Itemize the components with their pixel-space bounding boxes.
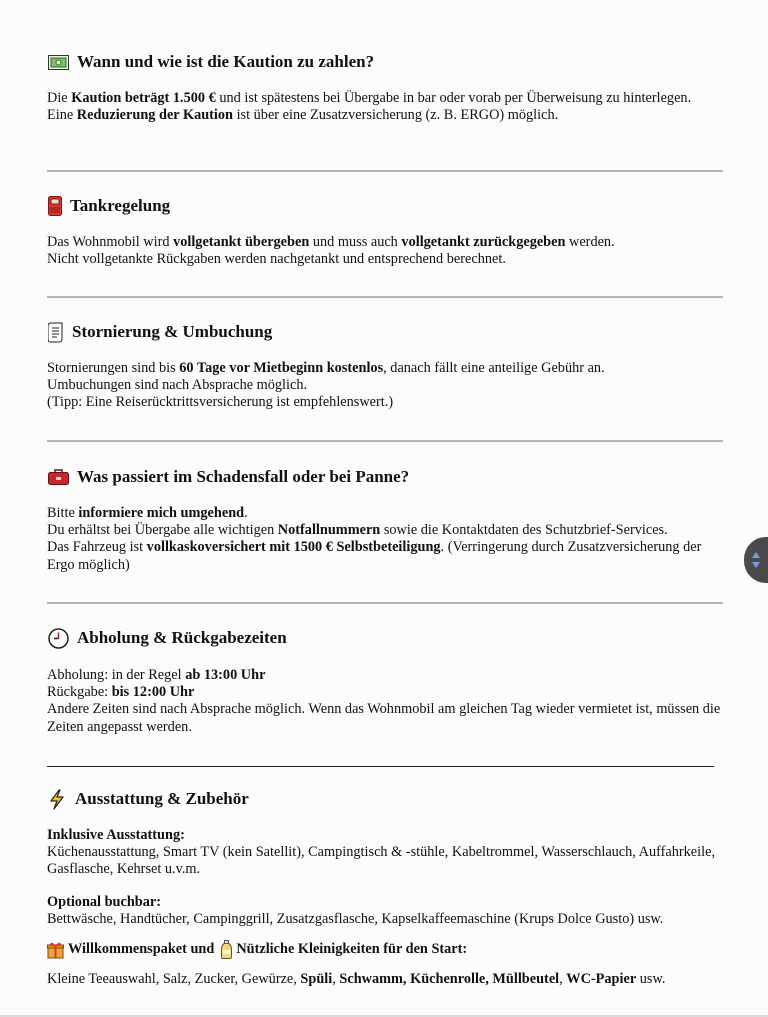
section-damage — [47, 466, 723, 574]
toolbox-icon — [47, 466, 69, 488]
damage-paragraph-1: Bitte informiere mich umgehend. — [47, 505, 248, 521]
bottle-icon — [221, 940, 232, 959]
scroll-icon — [47, 321, 64, 343]
fuel-paragraph-2: Nicht vollgetankte Rückgaben werden nachgetankt und entsprechend berechnet. — [47, 251, 506, 268]
deposit-paragraph-2: Eine Reduzierung der Kaution ist über eine Zusatzversicherung (z. B. ERGO) möglich. — [47, 107, 559, 124]
gift-icon — [47, 941, 64, 959]
welcome-kit-text: Kleine Teeauswahl, Salz, Zucker, Gewürze, Spüli, Schwamm, Küchenrolle, Müllbeutel, WC-Papier usw. — [47, 971, 666, 988]
divider — [47, 296, 723, 298]
money-icon — [47, 51, 69, 73]
included-text: Küchenausstattung, Smart TV (kein Satellit), Campingtisch & -stühle, Kabeltrommel, Wasserschlauch, Auffahrkeile, Gasflasche, Kehrset u.v.m. — [47, 844, 716, 878]
fuel-pump-icon — [47, 195, 62, 217]
cancel-paragraph-2: Umbuchungen sind nach Absprache möglich. — [47, 377, 308, 394]
cancel-paragraph-3: (Tipp: Eine Reiserücktrittsversicherung ist empfehlenswert.) — [47, 394, 394, 411]
divider — [47, 602, 723, 604]
divider — [47, 170, 723, 172]
damage-paragraph-3: Das Fahrzeug ist vollkaskoversichert mit 1500 € Selbstbeteiligung. (Verringerung durch Zusatzversicherung der Ergo möglich) — [47, 539, 702, 573]
section-fuel — [47, 195, 723, 268]
welcome-heading: Willkommenspaket und Nützliche Kleinigkeiten für den Start: — [47, 940, 723, 959]
section-title-times: Abholung & Rückgabezeiten — [47, 627, 723, 649]
deposit-paragraph-1: Die Kaution beträgt 1.500 € und ist spätestens bei Übergabe in bar oder vorab per Überweisung zu hinterlegen. — [47, 90, 692, 106]
included-label: Inklusive Ausstattung: — [47, 827, 185, 843]
section-title-fuel: Tankregelung — [47, 195, 723, 217]
section-deposit — [47, 51, 723, 124]
divider — [47, 440, 723, 442]
times-paragraph-3: Andere Zeiten sind nach Absprache möglich. Wenn das Wohnmobil am gleichen Tag wieder vermietet ist, müssen die Zeiten angepasst werden. — [47, 701, 721, 735]
cancel-paragraph-1: Stornierungen sind bis 60 Tage vor Mietbeginn kostenlos, danach fällt eine anteilige Gebühr an. — [47, 360, 605, 376]
section-title-equipment: Ausstattung & Zubehör — [47, 788, 723, 810]
section-title-cancel: Stornierung & Umbuchung — [47, 321, 723, 343]
optional-text: Bettwäsche, Handtücher, Campinggrill, Zusatzgasflasche, Kapselkaffeemaschine (Krups Dolce Gusto) usw. — [47, 910, 664, 927]
optional-label: Optional buchbar: — [47, 893, 162, 910]
damage-paragraph-2: Du erhältst bei Übergabe alle wichtigen Notfallnummern sowie die Kontaktdaten des Schutzbrief-Services. — [47, 522, 668, 539]
divider — [47, 766, 714, 767]
lightning-icon — [47, 788, 67, 810]
clock-icon — [47, 627, 69, 649]
section-times — [47, 627, 723, 736]
section-title-damage: Was passiert im Schadensfall oder bei Panne? — [47, 466, 723, 488]
scroll-arrows-icon[interactable] — [744, 537, 768, 583]
section-title-deposit: Wann und wie ist die Kaution zu zahlen? — [47, 51, 723, 73]
section-equipment — [47, 788, 723, 988]
times-paragraph-2: Rückgabe: bis 12:00 Uhr — [47, 684, 195, 701]
section-cancel — [47, 321, 723, 412]
fuel-paragraph-1: Das Wohnmobil wird vollgetankt übergeben und muss auch vollgetankt zurückgegeben werden. — [47, 234, 615, 250]
times-paragraph-1: Abholung: in der Regel ab 13:00 Uhr — [47, 667, 266, 683]
